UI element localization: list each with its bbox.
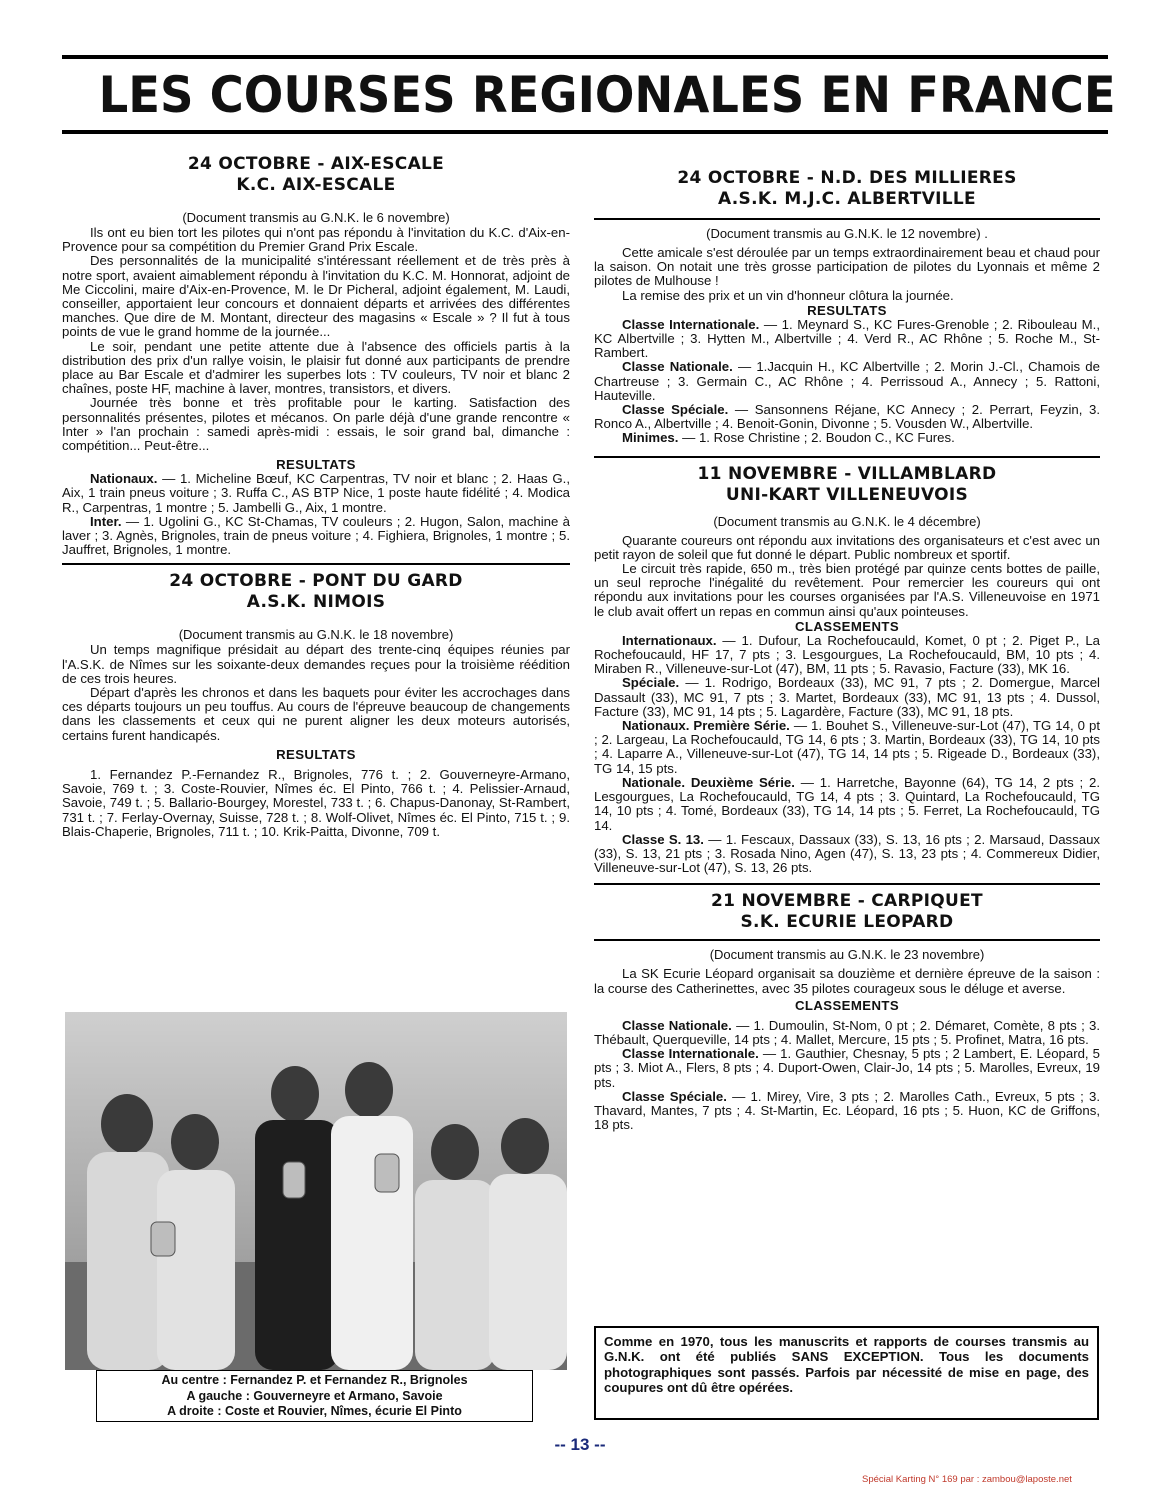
right-column (594, 168, 1100, 1132)
left-column (62, 154, 570, 839)
results-list (594, 318, 1100, 446)
article-body (594, 534, 1100, 619)
result-text: — 1. Rodrigo, Bordeaux (33), MC 91, 7 pts ; 2. Domergue, Marcel Dassault (33), MC 91, 7 pts ; 3. Martet, Bordeaux (33), MC 91, 13 pts ; 4. Dussol, Facture (33), MC 91, 14 pts ; 5. Lagardère, Facture (33), MC 91, 18 pts. (594, 675, 1100, 719)
results-heading: RESULTATS (276, 457, 356, 473)
paragraph: Le soir, pendant une petite attente due à l'absence des officiels partis à la distribution des prix d'un rallye voisin, le plaisir fut donné aux participants de prendre place au Bar Escale et d'admirer les superbes lots : TV couleurs, TV noir et blanc 2 chaînes, poste HF, machine à laver, montres, transistors, et divers. (62, 338, 570, 397)
paragraph: Départ d'après les chronos et dans les baquets pour éviter les accrochages dans ces départs toujours un peu touffus. Au cours de l'épreuve beaucoup de changements dans les classements et ceux qui ne purent aligner les deux moteurs autorisés, certains furent handicapés. (62, 685, 570, 743)
article-subtitle: A.S.K. M.J.C. ALBERTVILLE (718, 189, 976, 209)
section-divider (594, 939, 1100, 941)
masthead-top-rule (62, 55, 1108, 59)
result-category: Nationale. Deuxième Série. (622, 774, 795, 790)
paragraph: Cette amicale s'est déroulée par un temps extraordinairement beau et chaud pour la saison. On notait une très grosse participation de pilotes du Lyonnais et même 2 pilotes de Mulhouse ! (594, 245, 1100, 289)
result-category: Nationaux. Première Série. (622, 718, 790, 734)
result-text: — 1. Meynard S., KC Fures-Grenoble ; 2. Ribouleau M., KC Albertville ; 3. Hytten M., Albertville ; 4. Verd R., AC Rhône ; 5. Roche M., St-Rambert. (594, 316, 1100, 361)
article-title: 24 OCTOBRE - PONT DU GARD (169, 571, 463, 592)
article-title: 11 NOVEMBRE - VILLAMBLARD (697, 463, 997, 484)
result-text: — 1. Bouhet S., Villeneuve-sur-Lot (47), TG 14, 0 pt ; 2. Largeau, La Rochefoucauld, TG 14, 6 pts ; 3. Martin, Bordeaux (33), TG 14, 10 pts ; 4. Laparre A., Villeneuve-sur-Lot (47), TG 14, 14 pts ; 5. Rigeade D., Bordeaux (33), TG 14, 15 pts. (594, 718, 1100, 776)
result-category: Minimes. (622, 430, 679, 446)
result-entry (594, 719, 1100, 776)
result-text: — 1. Micheline Bœuf, KC Carpentras, TV noir et blanc ; 2. Haas G., Aix, 1 train pneus voiture ; 3. Ruffa C., AS BTP Nice, 1 poste haute fidélité ; 4. Modica R., Carpentras, 1 montre ; 5. Jambelli G., Aix, 1 montre. (62, 471, 570, 515)
article-body (594, 967, 1100, 995)
article-aix-escale (62, 154, 570, 557)
team-photo (65, 1012, 567, 1370)
article-subtitle: UNI-KART VILLENEUVOIS (725, 484, 969, 505)
result-category: Classe Nationale. (622, 359, 733, 375)
result-text: — 1. Dumoulin, St-Nom, 0 pt ; 2. Démaret, Comète, 8 pts ; 3. Thébault, Querqueville, 14 pts ; 4. Mallet, Mercure, 15 pts ; 5. Profinet, Matra, 16 pts. (594, 1017, 1100, 1047)
section-divider (594, 218, 1100, 220)
section-divider (62, 563, 570, 565)
article-body (594, 246, 1100, 303)
article-villamblard (594, 464, 1100, 876)
photo-caption (96, 1370, 533, 1422)
result-entry (594, 360, 1100, 403)
result-entry (594, 1047, 1100, 1090)
result-category: Classe Internationale. (622, 316, 760, 332)
result-entry (594, 676, 1100, 719)
article-body (62, 226, 570, 453)
result-text: — 1.Jacquin H., KC Albertville ; 2. Morin J.-Cl., Chamois de Chartreuse ; 3. Germain C., AC Rhône ; 4. Perrissoud A., Annecy ; 5. Rattoni, Hauteville. (594, 359, 1100, 403)
results-heading: CLASSEMENTS (794, 618, 900, 634)
article-carpiquet (594, 891, 1100, 1132)
result-entry (594, 1090, 1100, 1133)
paragraph: Des personnalités de la municipalité s'intéressant réellement et de très près à notre sport, avaient aimablement répondu à l'invitation du K.C. M. Honnorat, adjoint de Me Ciccolini, maire d'Aix-en-Provence, M. le Dr Picheral, adjoint également, M. Laudi, conseiller, apportaient leur concours et donnaient départs et arrivées des différentes manches. Que dire de M. Montant, directeur des magasins « Escale » ? Il fut à tous points de vue le grand homme de la journée... (62, 253, 570, 340)
result-entry: 1. Fernandez P.-Fernandez R., Brignoles, 776 t. ; 2. Gouverneyre-Armano, Savoie, 769 t. ; 3. Coste-Rouvier, Nîmes éc. El Pinto, 766 t. ; 4. Pelissier-Arnaud, Savoie, 749 t. ; 5. Ballario-Bourgey, Morestel, 733 t. ; 6. Chapus-Danonay, St-Rambert, 731 t. ; 7. Ferlay-Overnay, Suisse, 728 t. ; 8. Wolf-Olivet, Nîmes éc. El Pinto, 715 t. ; 9. Blais-Chaperie, Brignoles, 711 t. ; 10. Krik-Paitta, Divonne, 709 t. (62, 766, 570, 839)
document-note: (Document transmis au G.N.K. le 4 décembre) (713, 513, 981, 529)
result-text: — 1. Rose Christine ; 2. Boudon C., KC Fures. (682, 430, 955, 446)
masthead-title: LES COURSES REGIONALES EN FRANCE (98, 66, 1116, 124)
result-category: Spéciale. (622, 675, 680, 691)
article-title: 24 OCTOBRE - N.D. DES MILLIERES (677, 168, 1017, 188)
paragraph: Un temps magnifique présidait au départ des trente-cinq équipes réunies par l'A.S.K. de Nîmes sur les soixante-deux demandes reçues pour la troisième réédition de ces trois heures. (62, 642, 570, 686)
article-body (62, 643, 570, 742)
results-list (594, 1019, 1100, 1133)
results-list (62, 768, 570, 839)
result-entry (594, 318, 1100, 361)
paragraph: La remise des prix et un vin d'honneur clôtura la journée. (622, 287, 954, 303)
result-text: — 1. Ugolini G., KC St-Chamas, TV couleurs ; 2. Hugon, Salon, machine à laver ; 3. Agnès, Brignoles, train de pneus voiture ; 4. Fighiera, Brignoles, 1 montre ; 5. Jauffret, Brignoles, 1 montre. (62, 513, 570, 558)
document-note: (Document transmis au G.N.K. le 6 novembre) (182, 210, 450, 225)
result-category: Classe Spéciale. (622, 1088, 727, 1104)
paragraph: Journée très bonne et très profitable pour le karting. Satisfaction des personnalités présentes, pilotes et mécanos. On parle déjà d'une grande rencontre « Inter » l'an prochain : samedi après-midi : essais, le soir grand bal, dimanche : compétition... Peut-être... (62, 395, 570, 454)
result-category: Internationaux. (622, 632, 717, 648)
article-millieres (594, 168, 1100, 446)
result-entry (594, 833, 1100, 876)
paragraph: Ils ont eu bien tort les pilotes qui n'ont pas répondu à l'invitation du K.C. d'Aix-en-Provence pour sa compétition du Premier Grand Prix Escale. (62, 225, 570, 255)
caption-line: A droite : Coste et Rouvier, Nîmes, écurie El Pinto (167, 1404, 462, 1418)
result-text: — 1. Mirey, Vire, 3 pts ; 2. Marolles Cath., Evreux, 5 pts ; 3. Thavard, Mantes, 7 pts ; 4. St-Martin, Ec. Léopard, 16 pts ; 5. Huon, KC de Griffons, 18 pts. (594, 1088, 1100, 1133)
document-note: (Document transmis au G.N.K. le 18 novembre) (178, 627, 454, 643)
result-category: Classe Spéciale. (622, 402, 729, 418)
result-category: Classe Internationale. (622, 1046, 759, 1062)
result-entry (62, 472, 570, 515)
result-category: Inter. (90, 513, 122, 529)
paragraph: La SK Ecurie Léopard organisait sa douzième et dernière épreuve de la saison : la course des Catherinettes, avec 35 pilotes courageux sous le déluge et averse. (594, 966, 1100, 996)
results-heading: RESULTATS (276, 746, 356, 762)
paragraph: Quarante coureurs ont répondu aux invitations des organisateurs et c'est avec un petit rayon de soleil que fut donné le départ. Public nombreux et sportif. (594, 532, 1100, 562)
caption-line: A gauche : Gouverneyre et Armano, Savoie (186, 1388, 443, 1403)
document-note: (Document transmis au G.N.K. le 12 novembre) . (706, 226, 988, 241)
result-text: — 1. Gauthier, Chesnay, 5 pts ; 2 Lambert, E. Léopard, 5 pts ; 3. Miot A., Flers, 8 pts ; 4. Duport-Owen, Clair-Jo, 14 pts ; 5. Marolles, Evreux, 19 pts. (594, 1046, 1101, 1090)
result-text: — 1. Fescaux, Dassaux (33), S. 13, 16 pts ; 2. Marsaud, Dassaux (33), S. 13, 21 pts ; 3. Rosada Nino, Agen (47), S. 13, 23 pts ; 4. Commereux Didier, Villeneuve-sur-Lot (47), S. 13, 26 pts. (594, 831, 1100, 876)
masthead-bottom-rule (62, 130, 1108, 134)
photo-drawing (65, 1012, 567, 1370)
results-list (594, 634, 1100, 875)
result-category: Classe S. 13. (622, 831, 704, 847)
document-note: (Document transmis au G.N.K. le 23 novembre) (709, 947, 985, 963)
result-entry (594, 776, 1100, 833)
result-entry (594, 431, 1100, 445)
result-category: Nationaux. (90, 471, 158, 487)
result-entry (594, 403, 1100, 431)
result-entry (594, 1019, 1100, 1047)
section-divider (594, 456, 1100, 458)
caption-line: Au centre : Fernandez P. et Fernandez R., Brignoles (161, 1373, 468, 1387)
section-divider (594, 883, 1100, 885)
article-subtitle: K.C. AIX-ESCALE (236, 175, 396, 195)
paragraph: Le circuit très rapide, 650 m., très bien protégé par quinze cents bottes de paille, un seul reproche l'inégalité du revêtement. Pour remercier les coureurs qui ont répondu aux invitations pour les courses organisées par l'A.S. Villeneuvoise en 1971 le club avait offert un repas en commun ainsi qu'aux pointeuses. (594, 561, 1100, 619)
article-title: 24 OCTOBRE - AIX-ESCALE (187, 154, 445, 174)
article-pont-du-gard (62, 571, 570, 838)
results-heading: CLASSEMENTS (794, 997, 900, 1013)
article-title: 21 NOVEMBRE - CARPIQUET (711, 891, 983, 912)
article-subtitle: S.K. ECURIE LEOPARD (740, 912, 954, 933)
results-heading: RESULTATS (807, 302, 887, 318)
result-entry (594, 634, 1100, 677)
result-text: — Sansonnens Réjane, KC Annecy ; 2. Perrart, Feyzin, 3. Ronco A., Albertville ; 4. Benoit-Gonin, Divonne ; 5. Vousden W., Albertville. (594, 402, 1100, 432)
result-category: Classe Nationale. (622, 1017, 732, 1033)
editorial-notice-box: Comme en 1970, tous les manuscrits et rapports de courses transmis au G.N.K. ont été publiés SANS EXCEPTION. Tous les documents photographiques sont passés. Parfois par nécessité de mise en page, des coupures ont dû être opérées. (594, 1326, 1099, 1420)
scan-credit: Spécial Karting N° 169 par : zambou@laposte.net (862, 1474, 1072, 1485)
result-text: — 1. Harretche, Bayonne (64), TG 14, 2 pts ; 2. Lesgourgues, La Rochefoucauld, TG 14, 4 pts ; 3. Quintard, La Rochefoucauld, TG 14, 10 pts ; 4. Tomé, Bordeaux (33), TG 14, 14 pts ; 5. Ferret, La Rochefoucauld, TG 14. (594, 774, 1100, 833)
page-number: -- 13 -- (554, 1435, 606, 1454)
result-text: — 1. Dufour, La Rochefoucauld, Komet, 0 pt ; 2. Piget P., La Rochefoucauld, HF 17, 7 pts ; 3. Lesgourgues, La Rochefoucauld, BM, 10 pts ; 4. Miraben R., Villeneuve-sur-Lot (47), BM, 11 pts ; 5. Ravasio, Facture (33), MK 16. (594, 632, 1100, 677)
results-list (62, 472, 570, 557)
result-entry (62, 515, 570, 558)
article-subtitle: A.S.K. NIMOIS (246, 592, 386, 613)
